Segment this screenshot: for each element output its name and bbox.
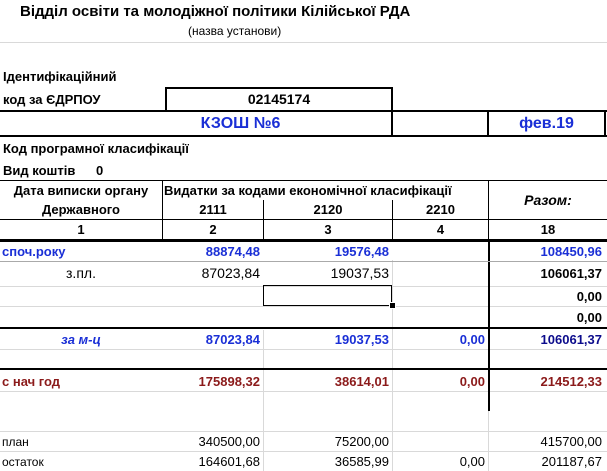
row-label-ytd: с нач год [2, 373, 61, 389]
cell-plan-2111[interactable]: 340500,00 [198, 434, 260, 449]
row-label-salary: з.пл. [66, 265, 96, 281]
school-row-border [391, 110, 393, 137]
row-label-year-start: споч.року [2, 243, 66, 259]
code-box-border [391, 87, 393, 110]
total-header: Разом: [524, 192, 572, 208]
program-code-label: Код програмної класифікації [3, 140, 189, 156]
cell-balance-2120[interactable]: 36585,99 [334, 454, 389, 469]
col-number: 18 [540, 222, 556, 237]
cell-year-start-2111[interactable]: 88874,48 [205, 243, 260, 259]
cell-year-start-2120[interactable]: 19576,48 [334, 243, 389, 259]
code-2111-header: 2111 [199, 202, 227, 217]
gridline [392, 260, 393, 471]
school-row-border [604, 110, 606, 137]
gridline [0, 391, 607, 392]
gridline [0, 42, 607, 43]
cell-salary-2120[interactable]: 19037,53 [330, 265, 389, 281]
cell-ytd-2120[interactable]: 38614,01 [334, 373, 389, 389]
fill-handle[interactable] [389, 302, 396, 309]
cell-month-total[interactable]: 106061,37 [540, 331, 602, 347]
period: фев.19 [519, 114, 574, 132]
date-header-line2: Державного [42, 202, 120, 217]
cell-balance-total[interactable]: 201187,67 [541, 454, 602, 469]
cell-balance-2111[interactable]: 164601,68 [198, 454, 260, 469]
id-label-line2: код за ЄДРПОУ [3, 91, 101, 107]
cell-balance-2210[interactable]: 0,00 [459, 454, 485, 469]
section-border [0, 368, 607, 370]
col-number: 2 [209, 222, 217, 237]
cell-plan-total[interactable]: 415700,00 [540, 434, 602, 449]
school-row-border [0, 135, 607, 137]
fund-type-label: Вид коштів [3, 162, 76, 178]
cell-month-2111[interactable]: 87023,84 [205, 331, 260, 347]
cell-salary-total[interactable]: 106061,37 [540, 265, 602, 281]
row-label-plan: план [2, 434, 29, 449]
gridline [0, 349, 607, 350]
selected-cell[interactable] [263, 285, 392, 306]
cell-empty2-total[interactable]: 0,00 [576, 309, 602, 325]
cell-ytd-total[interactable]: 214512,33 [540, 373, 602, 389]
edrpou-code: 02145174 [247, 91, 311, 107]
code-2120-header: 2120 [313, 202, 343, 217]
expenses-header: Видатки за кодами економічної класифікації [164, 183, 452, 198]
cell-ytd-2111[interactable]: 175898,32 [198, 373, 260, 389]
row-label-month: за м-ц [61, 331, 101, 347]
fund-type-value: 0 [96, 162, 104, 178]
school-name: КЗОШ №6 [200, 114, 281, 132]
row-label-balance: остаток [2, 454, 44, 469]
cell-salary-2111[interactable]: 87023,84 [201, 265, 260, 281]
cell-year-start-total[interactable]: 108450,96 [540, 243, 602, 259]
org-subtitle: (назва установи) [188, 24, 282, 38]
col-number: 3 [324, 222, 332, 237]
cell-month-2120[interactable]: 19037,53 [334, 331, 389, 347]
col-number: 1 [77, 222, 85, 237]
code-2210-header: 2210 [426, 202, 455, 217]
cell-plan-2120[interactable]: 75200,00 [334, 434, 389, 449]
cell-empty1-total[interactable]: 0,00 [576, 289, 602, 304]
date-header-line1: Дата виписки органу [13, 183, 149, 198]
cell-ytd-2210[interactable]: 0,00 [459, 373, 485, 389]
org-title: Відділ освіти та молодіжної політики Кілійської РДА [20, 2, 411, 20]
cell-month-2210[interactable]: 0,00 [459, 331, 485, 347]
id-label-line1: Ідентифікаційний [3, 68, 117, 84]
col-number: 4 [436, 222, 445, 237]
